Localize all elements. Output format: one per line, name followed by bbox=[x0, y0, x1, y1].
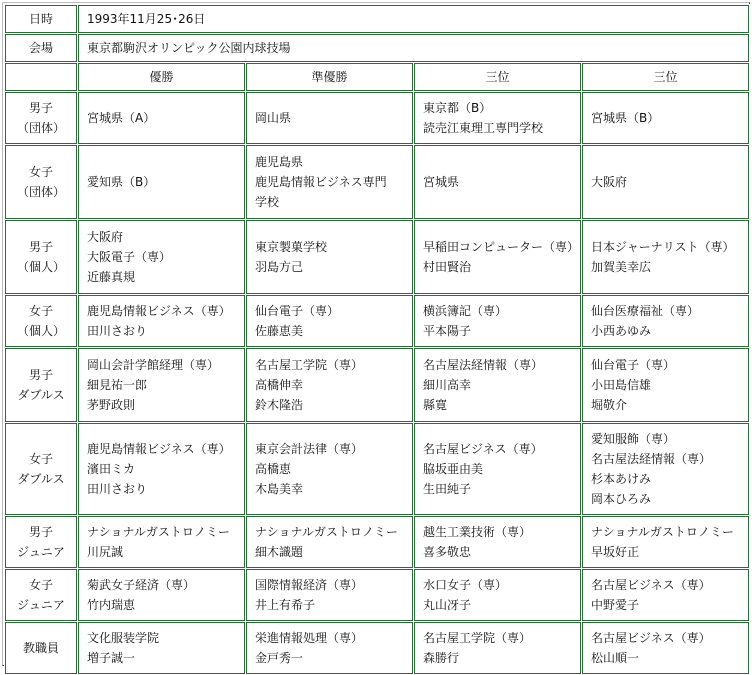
result-cell bbox=[78, 295, 245, 347]
result-line: 中野愛子 bbox=[591, 598, 640, 612]
result-line: 早稲田コンピューター（専） bbox=[423, 240, 580, 254]
date-label: 日時 bbox=[5, 5, 77, 33]
category-label bbox=[5, 92, 77, 144]
result-line: ナショナルガストロノミー bbox=[255, 525, 398, 539]
result-cell bbox=[78, 622, 245, 674]
result-line: 鹿児島情報ビジネス専門 bbox=[255, 175, 387, 189]
category-label-line: （団体） bbox=[16, 185, 65, 199]
result-line: ナショナルガストロノミー bbox=[87, 525, 230, 539]
result-row-mens-junior bbox=[5, 516, 749, 568]
result-line: 平本陽子 bbox=[423, 324, 472, 338]
result-line: 濱田ミカ bbox=[87, 462, 136, 476]
result-line: 井上有希子 bbox=[255, 598, 316, 612]
result-line: 森勝行 bbox=[423, 651, 460, 665]
result-cell bbox=[246, 569, 413, 621]
result-line: 国際情報経済（専） bbox=[255, 578, 364, 592]
result-line: 読売江東理工専門学校 bbox=[423, 121, 544, 135]
category-label bbox=[5, 220, 77, 294]
result-cell bbox=[246, 220, 413, 294]
result-line: 大阪電子（専） bbox=[87, 250, 172, 264]
result-line: 東京都（B） bbox=[423, 101, 492, 115]
result-line: 栄進情報処理（専） bbox=[255, 631, 364, 645]
result-line: 鈴木隆浩 bbox=[255, 398, 304, 412]
result-cell bbox=[582, 145, 749, 219]
result-line: 学校 bbox=[255, 195, 280, 209]
result-cell bbox=[414, 569, 581, 621]
result-cell bbox=[414, 295, 581, 347]
result-cell bbox=[246, 622, 413, 674]
result-line: 丸山冴子 bbox=[423, 598, 472, 612]
result-line: 大阪府 bbox=[591, 175, 628, 189]
result-cell bbox=[246, 516, 413, 568]
result-row-mens-team bbox=[5, 92, 749, 144]
result-line: 鹿児島県 bbox=[255, 155, 304, 169]
result-line: 脇坂亜由美 bbox=[423, 462, 484, 476]
category-label-line: （団体） bbox=[16, 121, 65, 135]
result-cell bbox=[582, 622, 749, 674]
result-line: 加賀美幸広 bbox=[591, 260, 652, 274]
venue-row bbox=[5, 34, 749, 62]
result-cell bbox=[78, 220, 245, 294]
result-line: 松山順一 bbox=[591, 651, 640, 665]
category-label-line: 女子 bbox=[28, 304, 53, 318]
result-line: 菊武女子経済（専） bbox=[87, 578, 196, 592]
result-cell bbox=[246, 348, 413, 422]
result-line: 大阪府 bbox=[87, 230, 124, 244]
result-row-womens-junior bbox=[5, 569, 749, 621]
category-label bbox=[5, 569, 77, 621]
result-cell bbox=[582, 569, 749, 621]
header-runner-up: 準優勝 bbox=[246, 63, 413, 91]
result-cell bbox=[414, 348, 581, 422]
category-label bbox=[5, 622, 77, 674]
result-cell bbox=[582, 423, 749, 515]
result-line: 名古屋ビジネス（専） bbox=[591, 578, 711, 592]
result-line: 杉本あけみ bbox=[591, 472, 652, 486]
result-line: 愛知県（B） bbox=[87, 175, 156, 189]
result-line: 高橋恵 bbox=[255, 462, 292, 476]
result-cell bbox=[246, 92, 413, 144]
result-line: 仙台医療福祉（専） bbox=[591, 304, 700, 318]
category-label-line: 女子 bbox=[28, 452, 53, 466]
result-line: 名古屋法経情報（専） bbox=[423, 358, 544, 372]
result-line: 川尻誠 bbox=[87, 545, 124, 559]
result-cell bbox=[582, 516, 749, 568]
result-line: 名古屋法経情報（専） bbox=[591, 452, 712, 466]
result-line: 鹿児島情報ビジネス（専） bbox=[87, 442, 231, 456]
result-cell bbox=[582, 295, 749, 347]
venue-label: 会場 bbox=[5, 34, 77, 62]
result-cell bbox=[414, 220, 581, 294]
result-cell bbox=[78, 92, 245, 144]
result-line: 東京会計法律（専） bbox=[255, 442, 364, 456]
result-line: 文化服装学院 bbox=[87, 631, 160, 645]
category-label-line: （個人） bbox=[16, 324, 65, 338]
result-line: 細川高幸 bbox=[423, 378, 472, 392]
category-label-line: 女子 bbox=[28, 165, 53, 179]
result-line: 日本ジャーナリスト（専） bbox=[591, 240, 735, 254]
result-cell bbox=[78, 569, 245, 621]
result-line: 名古屋ビジネス（専） bbox=[423, 442, 543, 456]
result-line: 早坂好正 bbox=[591, 545, 640, 559]
date-value: 1993年11月25･26日 bbox=[78, 5, 749, 33]
result-line: 細見祐一郎 bbox=[87, 378, 148, 392]
result-line: 増子誠一 bbox=[87, 651, 136, 665]
result-line: 細木識題 bbox=[255, 545, 304, 559]
category-label bbox=[5, 348, 77, 422]
header-third-a: 三位 bbox=[414, 63, 581, 91]
header-corner bbox=[5, 63, 77, 91]
result-row-faculty bbox=[5, 622, 749, 674]
result-cell bbox=[582, 220, 749, 294]
result-cell bbox=[78, 516, 245, 568]
result-line: 鹿児島情報ビジネス（専） bbox=[87, 304, 231, 318]
result-row-mens-doubles bbox=[5, 348, 749, 422]
result-row-womens-team bbox=[5, 145, 749, 219]
result-line: 生田純子 bbox=[423, 482, 472, 496]
result-line: 仙台電子（専） bbox=[255, 304, 340, 318]
result-line: 佐藤恵美 bbox=[255, 324, 304, 338]
result-line: 宮城県（A） bbox=[87, 111, 156, 125]
result-line: 堀敬介 bbox=[591, 398, 628, 412]
category-label-line: 男子 bbox=[28, 240, 53, 254]
category-label-line: 男子 bbox=[28, 525, 53, 539]
header-third-b: 三位 bbox=[582, 63, 749, 91]
result-line: ナショナルガストロノミー bbox=[591, 525, 734, 539]
category-label-line: 女子 bbox=[28, 578, 53, 592]
result-cell bbox=[414, 145, 581, 219]
date-row bbox=[5, 5, 749, 33]
result-line: 木島美幸 bbox=[255, 482, 304, 496]
result-cell bbox=[78, 423, 245, 515]
category-label-line: ダブルス bbox=[17, 472, 65, 486]
result-line: 岡山会計学館経理（専） bbox=[87, 358, 220, 372]
result-cell bbox=[582, 348, 749, 422]
result-line: 村田賢治 bbox=[423, 260, 472, 274]
result-line: 宮城県（B） bbox=[591, 111, 660, 125]
category-label-line: 男子 bbox=[28, 368, 53, 382]
result-cell bbox=[246, 423, 413, 515]
result-line: 水口女子（専） bbox=[423, 578, 508, 592]
result-line: 愛知服飾（専） bbox=[591, 432, 676, 446]
result-line: 横浜簿記（専） bbox=[423, 304, 508, 318]
result-cell bbox=[246, 145, 413, 219]
category-label bbox=[5, 295, 77, 347]
result-cell bbox=[78, 145, 245, 219]
result-line: 越生工業技術（専） bbox=[423, 525, 532, 539]
result-line: 岡本ひろみ bbox=[591, 492, 652, 506]
category-label bbox=[5, 145, 77, 219]
result-line: 羽島方己 bbox=[255, 260, 304, 274]
result-line: 近藤真規 bbox=[87, 270, 136, 284]
result-cell bbox=[414, 622, 581, 674]
result-cell bbox=[414, 423, 581, 515]
category-label-line: 教職員 bbox=[22, 641, 59, 655]
result-line: 田川さおり bbox=[87, 324, 148, 338]
result-line: 東京製菓学校 bbox=[255, 240, 328, 254]
result-line: 宮城県 bbox=[423, 175, 460, 189]
result-cell bbox=[78, 348, 245, 422]
header-winner: 優勝 bbox=[78, 63, 245, 91]
category-label-line: （個人） bbox=[16, 260, 65, 274]
category-label bbox=[5, 516, 77, 568]
category-label bbox=[5, 423, 77, 515]
result-cell bbox=[582, 92, 749, 144]
result-line: 金戸秀一 bbox=[255, 651, 304, 665]
result-line: 名古屋工学院（専） bbox=[255, 358, 364, 372]
result-line: 田川さおり bbox=[87, 482, 148, 496]
result-line: 仙台電子（専） bbox=[591, 358, 676, 372]
result-line: 高橋伸幸 bbox=[255, 378, 304, 392]
category-label-line: ジュニア bbox=[17, 598, 65, 612]
result-line: 茅野政則 bbox=[87, 398, 136, 412]
result-row-womens-singles bbox=[5, 295, 749, 347]
result-line: 竹内瑞恵 bbox=[87, 598, 136, 612]
result-row-womens-doubles bbox=[5, 423, 749, 515]
result-cell bbox=[414, 92, 581, 144]
header-row bbox=[5, 63, 749, 91]
result-row-mens-singles bbox=[5, 220, 749, 294]
result-cell bbox=[414, 516, 581, 568]
result-line: 小田島信雄 bbox=[591, 378, 652, 392]
result-line: 小西あゆみ bbox=[591, 324, 652, 338]
category-label-line: ダブルス bbox=[17, 388, 65, 402]
result-line: 喜多敬忠 bbox=[423, 545, 472, 559]
venue-value: 東京都駒沢オリンピック公園内球技場 bbox=[78, 34, 749, 62]
results-table bbox=[4, 4, 750, 675]
result-line: 名古屋ビジネス（専） bbox=[591, 631, 711, 645]
category-label-line: ジュニア bbox=[17, 545, 65, 559]
result-line: 岡山県 bbox=[255, 111, 292, 125]
result-line: 縣寛 bbox=[423, 398, 448, 412]
category-label-line: 男子 bbox=[28, 101, 53, 115]
result-cell bbox=[246, 295, 413, 347]
result-line: 名古屋工学院（専） bbox=[423, 631, 532, 645]
